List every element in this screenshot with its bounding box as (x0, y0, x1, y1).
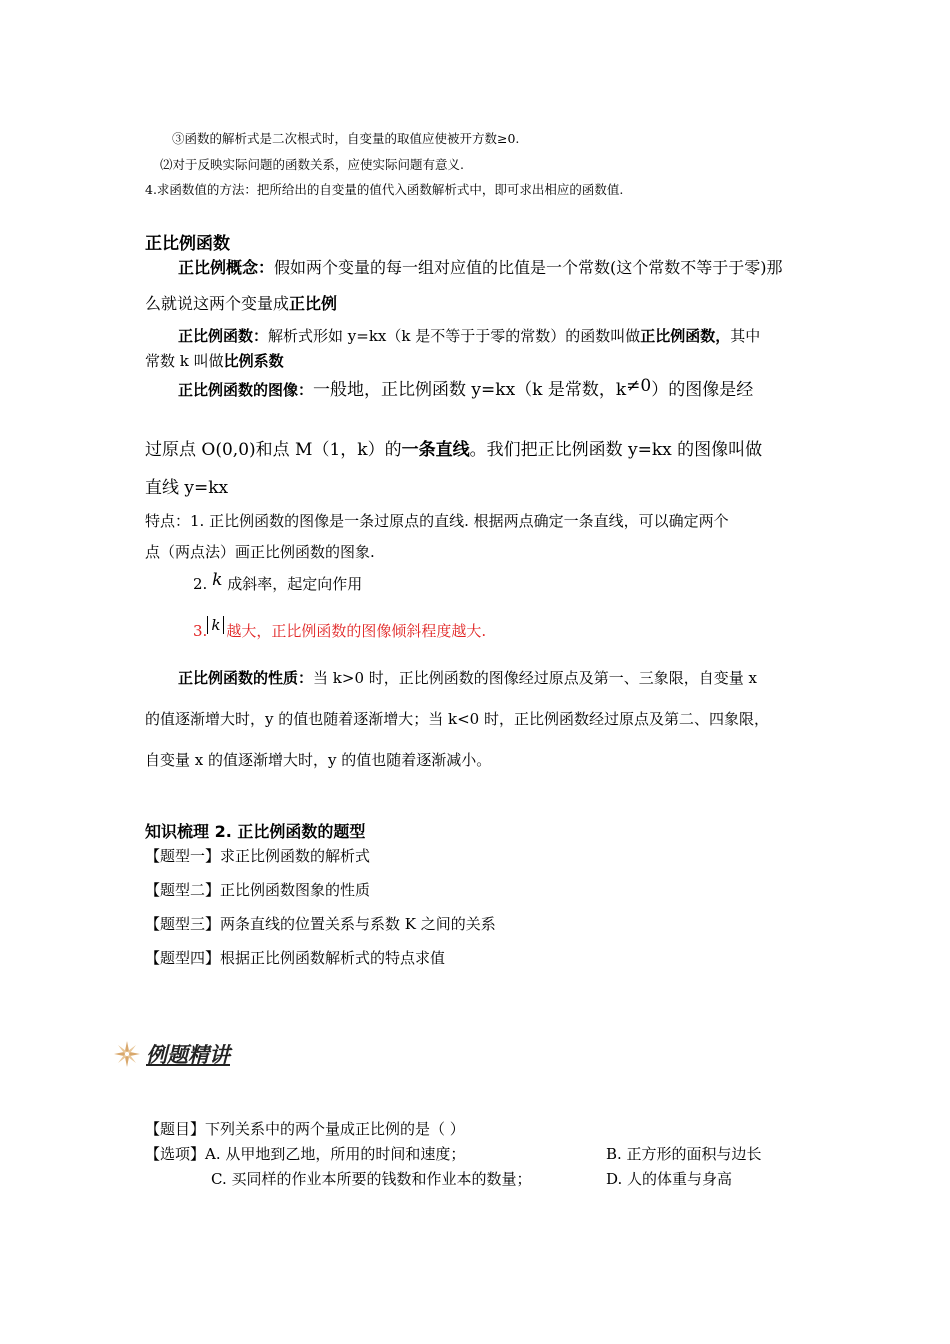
type-item: 【题型三】两条直线的位置关系与系数 K 之间的关系 (145, 915, 496, 933)
feature-2-num: 2. (193, 575, 208, 593)
option-a: A. 从甲地到乙地，所用的时间和速度； (205, 1145, 466, 1163)
examples-banner-title: 例题精讲 (146, 1043, 230, 1067)
property-text-1: 当 k>0 时，正比例函数的图像经过原点及第一、三象限，自变量 x (313, 669, 757, 687)
options-label: 【选项】 (145, 1145, 206, 1163)
func-text-end: 其中 (730, 327, 761, 345)
concept-label: 正比例概念： (178, 258, 275, 277)
property-line-2: 的值逐渐增大时，y 的值也随着逐渐增大；当 k<0 时，正比例函数经过原点及第二、四象限， (145, 710, 769, 728)
concept-line-1 (178, 255, 783, 278)
question-label: 【题目】 (145, 1120, 206, 1138)
starburst-icon (112, 1039, 142, 1069)
intro-line-3: 4.求函数值的方法：把所给出的自变量的值代入函数解析式中，即可求出相应的函数值. (145, 182, 624, 197)
graph-line-2a: 过原点 O(0,0)和点 M（1，k）的 (145, 440, 402, 460)
feature-2 (193, 570, 363, 594)
option-c: C. 买同样的作业本所要的钱数和作业本的数量； (211, 1170, 532, 1188)
func-label: 正比例函数： (178, 327, 269, 345)
property-label: 正比例函数的性质： (178, 669, 314, 687)
intro-line-2: ⑵对于反映实际问题的函数关系，应使实际问题有意义. (160, 157, 464, 172)
func-text-2: 常数 k 叫做 (145, 352, 224, 370)
func-line-2 (145, 350, 284, 371)
concept-text-2: 么就说这两个变量成 (145, 294, 290, 313)
concept-text: 假如两个变量的每一组对应值的比值是一个常数(这个常数不等于于零)那 (274, 258, 783, 277)
section-title-proportional: 正比例函数 (145, 234, 230, 254)
graph-line-1 (178, 375, 753, 400)
type-item: 【题型四】根据正比例函数解析式的特点求值 (145, 949, 446, 967)
type-item: 【题型一】求正比例函数的解析式 (145, 847, 371, 865)
graph-text-end: ）的图像是经 (651, 380, 754, 400)
feature-3-num: 3. (193, 622, 208, 640)
func-line-1 (178, 325, 760, 346)
type-item: 【题型二】正比例函数图象的性质 (145, 881, 371, 899)
feature-3 (193, 616, 487, 641)
concept-line-2 (145, 291, 337, 314)
examples-banner (112, 1036, 230, 1072)
concept-bold: 正比例 (289, 294, 338, 313)
func-bold-2: 比例系数 (223, 352, 284, 370)
feature-1b: 点（两点法）画正比例函数的图象. (145, 543, 375, 561)
feature-1: 特点：1. 正比例函数的图像是一条过原点的直线. 根据两点确定一条直线，可以确定两个 (145, 512, 729, 530)
question-line (145, 1118, 465, 1139)
option-b: B. 正方形的面积与边长 (606, 1145, 762, 1163)
property-line-3: 自变量 x 的值逐渐增大时，y 的值也随着逐渐减小。 (145, 751, 492, 769)
intro-line-1: ③函数的解析式是二次根式时，自变量的取值应使被开方数≥0. (172, 131, 520, 146)
feature-3-text: 越大，正比例函数的图像倾斜程度越大. (226, 622, 487, 640)
graph-line-2 (145, 435, 762, 460)
graph-bold: 一条直线 (401, 440, 470, 460)
question-text: 下列关系中的两个量成正比例的是（ ） (205, 1120, 465, 1138)
feature-2-k: k (212, 570, 223, 590)
func-bold: 正比例函数， (640, 327, 731, 345)
options-line-1 (145, 1143, 465, 1164)
graph-line-3: 直线 y=kx (145, 478, 229, 498)
graph-text: 一般地，正比例函数 y=kx（k 是常数，k (313, 380, 627, 400)
section-title-types: 知识梳理 2. 正比例函数的题型 (145, 822, 366, 841)
graph-line-2b: 。我们把正比例函数 y=kx 的图像叫做 (469, 440, 763, 460)
feature-2-text: 成斜率，起定向作用 (227, 575, 363, 593)
graph-label: 正比例函数的图像： (178, 381, 314, 399)
abs-k: k (207, 616, 224, 634)
option-d: D. 人的体重与身高 (606, 1170, 733, 1188)
graph-neq: ≠0 (626, 376, 652, 396)
property-line-1 (178, 667, 757, 688)
func-text: 解析式形如 y=kx（k 是不等于于零的常数）的函数叫做 (268, 327, 641, 345)
